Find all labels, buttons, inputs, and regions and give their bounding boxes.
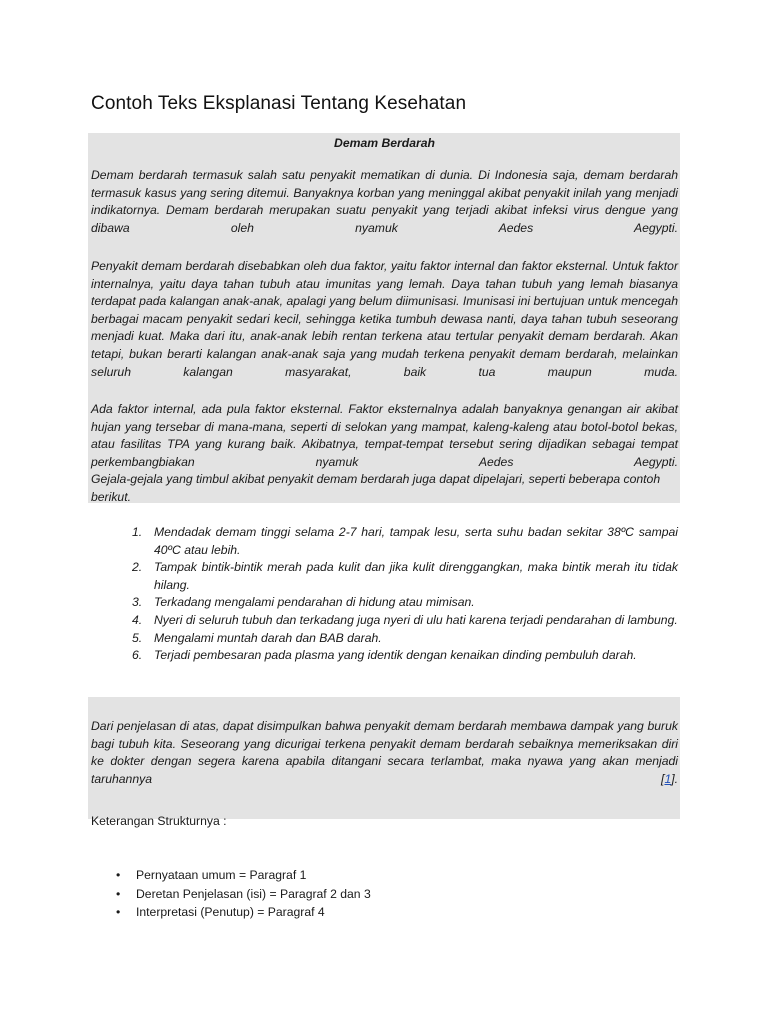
page-title: Contoh Teks Eksplanasi Tentang Kesehatan (91, 93, 467, 114)
conclusion-end: ]. (671, 771, 678, 786)
list-item (116, 866, 371, 885)
paragraph-3 (91, 401, 678, 507)
list-item-text: Nyeri di seluruh tubuh dan terkadang juga nyeri di ulu hati karena terjadi pendarahan di lambung. (154, 612, 678, 627)
list-item-number: 4. (132, 612, 143, 627)
paragraph-2 (91, 258, 678, 381)
structure-label: Keterangan Strukturnya : (91, 814, 227, 828)
paragraph-1-text: Demam berdarah termasuk salah satu penyakit mematikan di dunia. Di Indonesia saja, demam berdarah termasuk kasus yang sering ditemui. Banyaknya korban yang meninggal akibat penyakit inilah yang menjadi indikatornya. Demam berdarah merupakan suatu penyakit yang terjadi akibat infeksi virus dengue yang dibawa oleh nyamuk Aedes Aegypti. (91, 168, 678, 235)
list-item-number: 3. (132, 595, 143, 610)
list-item-number: 2. (132, 560, 143, 575)
conclusion-text: Dari penjelasan di atas, dapat disimpulkan bahwa penyakit demam berdarah membawa dampak yang buruk bagi tubuh kita. Seseorang yang dicurigai terkena penyakit demam berdarah sebaiknya memeriksakan diri ke dokter dengan segera karena apabila ditangani secara terlambat, maka nyawa yang akan menjadi taruhannya [ (91, 719, 678, 786)
list-item (132, 630, 678, 648)
list-item (132, 594, 678, 612)
list-item-text: Terjadi pembesaran pada plasma yang identik dengan kenaikan dinding pembuluh darah. (154, 648, 637, 663)
symptom-list (132, 524, 678, 665)
list-item-text: Mengalami muntah darah dan BAB darah. (154, 630, 382, 645)
bullet-icon: • (116, 868, 121, 882)
reference-link[interactable]: 1 (664, 771, 672, 786)
list-item (132, 647, 678, 665)
list-item-text: Terkadang mengalami pendarahan di hidung atau mimisan. (154, 595, 475, 610)
list-item (132, 559, 678, 594)
list-item-text: Pernyataan umum = Paragraf 1 (136, 868, 307, 882)
list-item (116, 903, 371, 922)
list-item (132, 524, 678, 559)
structure-list (116, 866, 371, 922)
list-item (132, 612, 678, 630)
list-item (116, 885, 371, 904)
paragraph-2-text: Penyakit demam berdarah disebabkan oleh dua faktor, yaitu faktor internal dan faktor eksternal. Untuk faktor internalnya, yaitu daya tahan tubuh atau imunitas yang lemah. Daya tahan tubuh yang lemah biasanya terdapat pada kalangan anak-anak, apalagi yang belum diimunisasi. Imunisasi ini bertujuan untuk mencegah berbagai macam penyakit sedari kecil, sehingga ketika tumbuh dewasa nanti, daya tahan tubuh seseorang menjadi kuat. Maka dari itu, anak-anak lebih rentan terkena atau tertular penyakit demam berdarah. Akan tetapi, bukan berarti kalangan anak-anak saja yang mudah terkena penyakit demam berdarah, melainkan seluruh kalangan masyarakat, baik tua maupun muda. (91, 259, 678, 379)
list-item-number: 5. (132, 630, 143, 645)
list-item-number: 1. (132, 525, 143, 539)
list-item-text: Interpretasi (Penutup) = Paragraf 4 (136, 905, 325, 919)
bullet-icon: • (116, 905, 121, 919)
list-item-text: Tampak bintik-bintik merah pada kulit dan jika kulit direnggangkan, maka bintik merah itu tidak hilang. (154, 560, 678, 592)
list-item-text: Mendadak demam tinggi selama 2-7 hari, tampak lesu, serta suhu badan sekitar 38ºC sampai 40ºC atau lebih. (154, 525, 678, 557)
paragraph-3-text: Ada faktor internal, ada pula faktor eksternal. Faktor eksternalnya adalah banyaknya genangan air akibat hujan yang tersebar di mana-mana, seperti di selokan yang mampat, kaleng-kaleng atau botol-botol bekas, atau fasilitas TPA yang kurang baik. Akibatnya, tempat-tempat tersebut sering dijadikan sebagai tempat perkembangbiakan nyamuk Aedes Aegypti. (91, 402, 678, 469)
list-item-text: Deretan Penjelasan (isi) = Paragraf 2 dan 3 (136, 886, 371, 901)
paragraph-1 (91, 167, 678, 237)
conclusion-paragraph (91, 718, 678, 788)
paragraph-3-tail: Gejala-gejala yang timbul akibat penyakit demam berdarah juga dapat dipelajari, seperti beberapa contoh berikut. (91, 472, 661, 504)
article-heading: Demam Berdarah (334, 136, 435, 150)
bullet-icon: • (116, 886, 121, 901)
list-item-number: 6. (132, 648, 143, 663)
